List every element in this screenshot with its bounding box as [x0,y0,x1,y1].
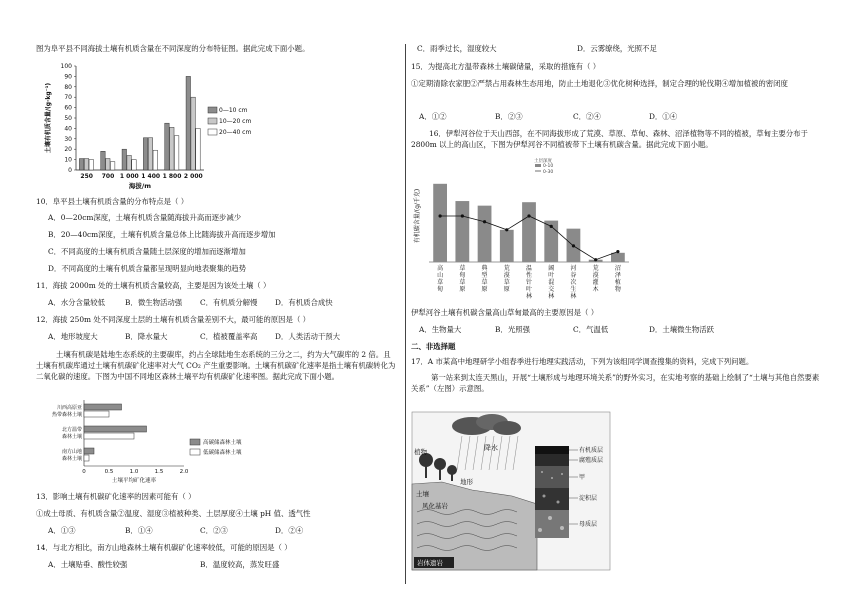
x-axis-title: 土壤平均矿化速率 [111,478,157,484]
bar [79,159,83,170]
x-tick-label: 林 [570,293,577,300]
legend-label: 高碳储森林土壤 [203,440,242,446]
bar [122,149,126,170]
bar [433,184,447,262]
y-tick-label: 20 [64,146,72,154]
bar [127,155,131,170]
passage-carbon: 土壤有机碳是陆地生态系统的主要碳库，约占全球陆地生态系统的三分之二，约为大气碳库的 2 倍。且土壤有机碳库通过土壤有机碳矿化速率对大气 CO₂ 产生重要影响。土壤有机碳矿化速率是指土壤有机碳转化为二氧化碳的速度。下图为中国不同地区森林土壤平均有机碳矿化速率图。据此完成下面小题。 [36,350,396,381]
intro-text: 图为阜平县不同海拔土壤有机质含量在不同深度的分布特征图。据此完成下面小题。 [36,44,310,53]
bar [84,455,89,461]
bar [84,159,88,170]
x-tick-label: 2 000 [183,173,203,180]
bar [153,150,157,170]
x-tick-label: 交 [548,286,555,293]
line-point [572,244,575,247]
layer-label: 甲 [579,474,586,481]
q15-option-a[interactable]: A．①② [419,112,447,121]
q10-option-c[interactable]: C．不同高度的土壤有机质含量随土层深度的增加而逐渐增加 [48,247,246,256]
bar [106,159,110,170]
q13-statements: ①成土母质、有机质含量②温度、湿度③植被种类、土层厚度④土壤 pH 值、透气性 [36,509,311,518]
q11-option-b[interactable]: B．微生物活动强 [125,298,183,307]
y-tick-label: 40 [64,125,72,133]
bar [84,448,94,454]
x-tick-label: 泽 [614,272,621,279]
q16-option-c[interactable]: C．气温低 [573,325,609,334]
y-tick-label: 60 [64,104,72,112]
y-tick-label: 70 [64,94,72,102]
legend-swatch [208,118,217,124]
legend-label: 0—10 cm [219,107,248,114]
q13-option-b[interactable]: B．①④ [125,526,153,535]
question-14: 14．与北方相比，南方山地森林土壤有机碳矿化速率较低，可能的原因是（ ） [36,543,292,552]
q10-option-b[interactable]: B．20—40cm深度，土壤有机质含量总体上比随海拔升高而逐步增加 [48,230,276,239]
q10-option-a[interactable]: A．0—20cm深度，土壤有机质含量随海拔升高而逐步减少 [48,213,242,222]
bar [186,76,190,170]
bar [89,160,93,170]
legend-label: 10—20 cm [219,118,252,125]
bar [84,426,147,432]
legend-swatch [190,449,200,455]
bar [196,128,200,170]
layer-label: 母质层 [579,521,598,528]
x-tick-label: 温 [525,265,533,272]
q15-option-d[interactable]: D．①④ [649,112,678,121]
x-tick-label: 原 [481,286,488,293]
x-tick-label: 0.5 [104,469,114,475]
layer-label: 淀积层 [579,495,598,502]
x-tick-label: 草 [459,265,466,272]
line-point [505,228,508,231]
question-16: 伊犁河谷土壤有机碳含量高山草甸最高的主要原因是（ ） [411,308,599,317]
y-tick-label: 100 [60,63,72,70]
x-tick-label: 型 [481,272,488,279]
plant-label: 植物 [414,448,427,456]
x-tick-label: 性 [525,272,533,279]
bar [611,253,625,262]
bar [110,162,114,170]
q12-option-a[interactable]: A．地形坡度大 [48,332,98,341]
y-tick-label: 30 [64,135,72,143]
bar [84,433,134,439]
x-tick-label: 草 [503,279,510,286]
q11-option-c[interactable]: C．有机质分解慢 [200,298,258,307]
x-tick-label: 甸 [459,272,466,279]
bar [143,138,147,170]
q17-passage: 第一站来到太连天黑山，开展“土壤形成与地理环境关系”的野外实习，在实地考察的基础上绘制了“土壤与其他自然要素关系”（左图）示意图。 [411,373,820,393]
y-tick-label: 10 [64,156,72,164]
q14-option-b[interactable]: B．温度较高，蒸发旺盛 [200,560,280,569]
y-tick-label: 南方山地 [61,449,82,455]
x-tick-label: 700 [101,173,115,180]
soil-profile [535,446,569,538]
y-tick-label: 森林土壤 [61,456,82,462]
y-tick-label: 川西高原亚 [56,405,82,411]
bar [191,97,195,170]
x-tick-label: 漠 [503,272,510,279]
line-point [461,214,464,217]
x-tick-label: 沼 [614,265,621,272]
x-tick-label: 甸 [437,286,444,293]
legend-label: 20—40 cm [219,129,252,136]
x-tick-label: 混 [548,279,555,286]
x-tick-label: 物 [614,286,621,293]
y-axis-title: 有机碳含量/(g/千克) [414,188,421,244]
bar [522,202,536,262]
x-tick-label: 木 [592,286,599,293]
x-tick-label: 漠 [592,272,599,279]
x-tick-label: 次 [570,279,577,286]
bar [165,123,169,170]
legend-label: 低碳储森林土壤 [203,450,242,456]
q14-option-c[interactable]: C．雨季过长，湿度较大 [417,44,497,53]
q15-statements: ①定期清除农家肥②严禁占用森林生态用地，防止土地退化③优化树种选择，制定合理的轮伐期④增加植被的密闭度 [411,79,788,88]
bar [170,127,174,170]
layer-label: 有机质层 [579,447,604,454]
q12-option-d[interactable]: D．人类活动干预大 [275,332,341,341]
x-tick-label: 荒 [592,265,599,272]
bar [174,136,178,170]
x-tick-label: 生 [570,286,577,293]
q16-intro: 16．伊犁河谷位于天山西部，在不同海拔形成了荒漠、草原、草甸、森林、沼泽植物等不同的植被，草甸主要分布于 2800m 以上的高山区，下图为伊犁河谷不同植被带下土壤有机碳含量。据此完成下面小题。 [411,129,808,149]
x-tick-label: 典 [481,265,488,272]
bar [101,151,105,170]
soil-label: 土壤 [416,490,429,498]
bar [84,404,122,410]
section-2-title: 二、非选择题 [411,342,456,351]
question-11: 11．海拔 2000m 处的土壤有机质含量较高，主要是因为该处土壤（ ） [36,281,271,290]
x-tick-label: 1 400 [141,173,161,180]
bar [455,201,469,262]
x-tick-label: 1.0 [129,469,139,475]
q11-option-d[interactable]: D．有机质合成快 [275,298,333,307]
q14-option-d[interactable]: D．云雾缭绕，光照不足 [577,44,657,53]
x-tick-label: 原 [503,286,510,293]
y-tick-label: 80 [64,83,72,91]
bar [500,230,514,262]
soil-relationship-figure [412,412,610,570]
x-tick-label: 河 [570,265,577,272]
x-tick-label: 高 [437,265,444,272]
q16-option-b[interactable]: B．光照强 [495,325,530,334]
legend-swatch [190,439,200,445]
q13-option-a[interactable]: A．①③ [48,526,76,535]
q12-option-c[interactable]: C．植被覆盖率高 [200,332,258,341]
legend-label: 0-30 [543,170,554,175]
y-tick-label: 森林土壤 [61,434,82,440]
bar [132,160,136,170]
y-tick-label: 热带森林土壤 [51,412,82,418]
line-point [550,225,553,228]
line-point [616,250,619,253]
rocktype-label: 岩体遗岩 [417,559,443,567]
q10-option-d[interactable]: D．不同高度的土壤有机质含量都呈现明显向地表聚集的趋势 [48,264,247,273]
x-tick-label: 1 800 [162,173,182,180]
left-column [0,0,405,608]
q12-option-b[interactable]: B．降水量大 [125,332,168,341]
q13-option-d[interactable]: D．②④ [275,526,304,535]
bar [148,138,152,170]
question-10: 10．阜平县土壤有机质含量的分布特点是（ ） [36,197,189,206]
x-tick-label: 植 [614,279,621,286]
x-tick-label: 1.5 [154,469,164,475]
x-tick-label: 山 [437,272,444,279]
ili-valley-carbon-chart [409,156,639,304]
rain-label: 降水 [484,444,498,452]
q15-option-b[interactable]: B．②③ [495,112,523,121]
q15-option-c[interactable]: C．②④ [573,112,601,121]
x-tick-label: 谷 [570,272,577,279]
q13-option-c[interactable]: C．②③ [200,526,228,535]
x-tick-label: 草 [459,279,466,286]
legend-label: 0-10 [543,164,554,169]
x-tick-label: 1 000 [119,173,139,180]
question-17: 17．A 市某高中地理研学小组春季进行地理实践活动，下列为该组同学调查搜集的资料，完成下列问题。 [411,357,754,366]
bar [84,411,109,417]
altitude-organic-matter-chart [36,60,252,190]
legend-title: 土层深度 [534,159,552,164]
legend-swatch [208,107,217,113]
x-tick-label: 叶 [548,272,555,279]
question-13: 13．影响土壤有机碳矿化速率的因素可能有（ ） [36,492,196,501]
layer-label: 腐殖质层 [579,457,604,464]
line-point [439,214,442,217]
y-axis-title: 土壤有机质含量/(g·kg⁻¹) [45,82,52,154]
legend-swatch [535,164,541,167]
x-tick-label: 阔 [548,265,555,272]
x-tick-label: 2.0 [179,469,189,475]
x-tick-label: 针 [525,279,533,286]
q11-option-a[interactable]: A．水分含量较低 [48,298,106,307]
terrain-label: 地形 [460,478,473,486]
y-tick-label: 北方温带 [61,427,82,433]
q14-option-a[interactable]: A．土壤贴垂、酸性较强 [48,560,128,569]
x-tick-label: 草 [437,279,444,286]
x-tick-label: 林 [525,293,533,300]
rock-label: 风化基岩 [422,502,448,510]
y-tick-label: 50 [64,115,72,122]
x-tick-label: 原 [459,286,466,293]
x-tick-label: 叶 [525,286,533,293]
q16-option-a[interactable]: A．生物量大 [419,325,462,334]
y-tick-label: 90 [64,73,72,81]
x-tick-label: 250 [80,173,93,180]
x-axis-title: 海拔/m [128,182,152,190]
x-tick-label: 0 [82,469,86,475]
q16-option-d[interactable]: D．土壤微生物活跃 [649,325,715,334]
x-tick-label: 灌 [592,279,599,286]
x-tick-label: 林 [548,293,555,300]
line-point [483,220,486,223]
line-point [527,214,530,217]
legend-swatch [208,129,217,135]
bar [478,206,492,262]
line-point [594,258,597,261]
question-15: 15．为提高北方温带森林土壤碳储量，采取的措施有（ ） [411,62,601,71]
y-tick-label: 0 [68,167,72,174]
x-tick-label: 草 [481,279,488,286]
question-12: 12．海拔 250m 处不同深度土层的土壤有机质含量差别不大，最可能的原因是（ ） [36,315,311,324]
x-tick-label: 荒 [503,265,510,272]
mineralization-rate-chart [36,396,276,488]
